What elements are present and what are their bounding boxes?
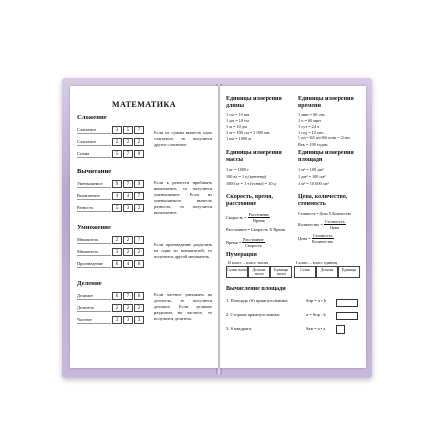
formula-speed: Скорость = $\frac{\text{Расстояние}}{\text{Время}}$	[226, 212, 270, 223]
table-row: Частное 3 3 3	[77, 316, 144, 324]
table-row: Множитель 2 2 ?	[77, 236, 144, 244]
section-title-mass: Единицы измерения массы	[226, 150, 282, 163]
page-title: МАТЕМАТИКА	[111, 100, 177, 109]
table-row: Делитель 2 2 2	[77, 304, 144, 312]
section-title-time: Единицы измерения времени	[298, 96, 354, 109]
right-page	[220, 86, 366, 368]
table-row: Слагаемое 2 2 2	[77, 138, 144, 146]
table-row: Слагаемое 3 5 7	[77, 126, 144, 134]
square-label: 3. S квадрата:	[226, 326, 253, 331]
area-rectangle-formula: Sпр = a • b	[306, 298, 327, 303]
formula-cost: Стоимость = Цена Х Количество	[298, 212, 352, 216]
list-item: 1 мин = 60 сек.	[298, 112, 326, 117]
rank-cell: Единицы	[338, 266, 360, 278]
rectangle-shape	[336, 299, 358, 307]
list-item: 1 см = 10 мм	[226, 112, 250, 117]
class-units-label: I класс – класс единиц	[296, 260, 338, 265]
rectangle-shape	[336, 312, 358, 320]
formula-time: Время = $\frac{\text{Расстояние}}{\text{Скорость}}$	[226, 237, 264, 248]
square-formula: Sкв = a • a	[306, 326, 326, 331]
section-title-numeration: Нумерация	[226, 252, 257, 258]
list-item: 1 ч = 60 мин	[298, 118, 321, 123]
square-shape	[336, 325, 345, 334]
rule-text: Если частное умножить на делитель, то получится делимое. Если делимое разделить на частное, то получится делитель.	[154, 292, 212, 321]
list-item: 1 м = 10 дм	[226, 124, 247, 129]
rule-text: Если из суммы вычесть одно слагаемое, то получится другое слагаемое.	[154, 130, 212, 147]
table-row: Вычитаемое 4 4 7	[77, 192, 144, 200]
formula-price: Цена = $\frac{\text{Стоимость}}{\text{Количество}}$	[298, 233, 334, 244]
table-row: Делимое 6 7 6	[77, 292, 144, 300]
list-item: Век = 100 годам	[298, 142, 328, 147]
formula-distance: Расстояние = Скорость Х Время	[226, 227, 285, 232]
section-title-speed: Скорость, время, расстояние	[226, 194, 273, 207]
area-rectangle-label: 1. Площадь (S) прямоугольника:	[226, 298, 289, 303]
table-row: Множитель 3 2 2	[77, 248, 144, 256]
list-item: 1 дм² = 100 см²	[298, 174, 326, 179]
section-title-length: Единицы измерения длины	[226, 96, 282, 109]
table-row: Уменьшаемое 9 7 9	[77, 180, 144, 188]
section-title-addition: Сложение	[77, 114, 107, 121]
list-item: 1 дм = 10 см	[226, 118, 249, 123]
section-title-division: Деление	[77, 280, 102, 287]
rule-text: Если произведение разделить на один из множителей, то получится другой множитель.	[154, 242, 212, 259]
list-item: 1 год = 365 и/и 366 сутки = 12 мес	[298, 136, 351, 140]
rank-cell: Десятки тысяч	[248, 266, 270, 278]
rank-cell: Сотни	[294, 266, 316, 278]
table-row: Разность 5 3 2	[77, 204, 144, 212]
list-item: 1 м² = 100 дм²	[298, 167, 324, 172]
rank-cell: Сотни тысяч	[226, 266, 248, 278]
list-item: 1 год = 12 мес.	[298, 130, 325, 135]
rank-cell: Десятки	[316, 266, 338, 278]
section-title-area-units: Единицы измерения площади	[298, 150, 354, 163]
list-item: 100 кг = 1 ц (центнер)	[226, 174, 267, 179]
class-thousands-label: II класс – класс тысяч	[228, 260, 269, 265]
numeration-table	[226, 266, 360, 278]
rule-text: Если к разности прибавить вычитаемое, то получится уменьшаемое. Если из уменьшаемого вычесть разность, то получится вычитаемое.	[154, 180, 212, 215]
list-item: 1 кг = 1000 г	[226, 167, 250, 172]
side-formula: a = Sпр : b	[306, 312, 326, 317]
section-title-subtraction: Вычитание	[77, 168, 112, 175]
list-item: 1 сут = 24 ч	[298, 124, 320, 129]
list-item: 1 м² = 10 000 см²	[298, 181, 329, 186]
table-row: Сумма 5 7 9	[77, 150, 144, 158]
section-title-multiplication: Умножение	[77, 224, 111, 231]
rank-cell: Единицы тысяч	[270, 266, 292, 278]
list-item: 1 м = 100 см = 1 000 мм	[226, 130, 270, 135]
list-item: 1000 кг = 1 т (тонна) = 10 ц	[226, 181, 276, 186]
section-title-area: Вычисление площади	[226, 286, 286, 292]
table-row: Произведение 6 4 6	[77, 260, 144, 268]
left-page	[70, 86, 218, 368]
formula-quantity: Количество = $\frac{\text{Стоимость}}{\text{Цена}}$	[298, 219, 345, 230]
list-item: 1 км = 1000 м	[226, 136, 251, 141]
section-title-price: Цена, количество, стоимость	[298, 194, 348, 207]
side-label: 2. Сторона прямоугольника:	[226, 312, 280, 317]
